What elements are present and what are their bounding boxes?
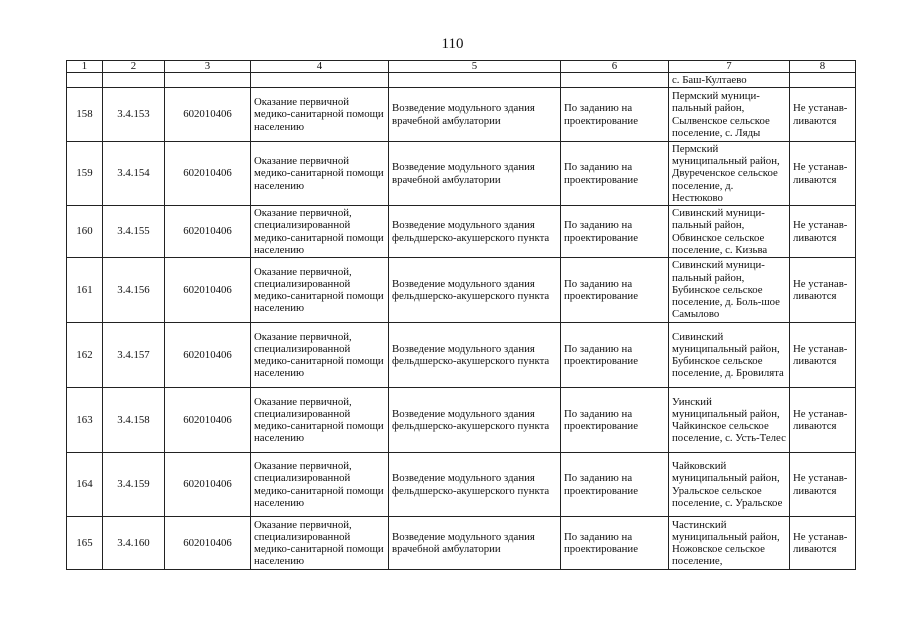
row-number: 165 [67,517,103,570]
table-row [67,88,856,142]
object-cell: Возведение модульного здания фельдшерско-акушерского пункта [389,388,561,453]
continued-row [67,73,856,88]
note-cell: Не устанав-ливаются [790,453,856,517]
location-cell: Уинский муниципальный район, Чайкинское сельское поселение, с. Усть-Телес [669,388,790,453]
document-cell: По заданию на проектирование [561,453,669,517]
object-cell: Возведение модульного здания фельдшерско-акушерского пункта [389,206,561,258]
location-cell: Сивинский муниципальный район, Бубинское сельское поселение, д. Бровилята [669,323,790,388]
budget-code: 602010406 [165,142,251,206]
budget-code: 602010406 [165,323,251,388]
document-cell: По заданию на проектирование [561,258,669,323]
note-cell: Не устанав-ливаются [790,206,856,258]
budget-code: 602010406 [165,388,251,453]
document-cell: По заданию на проектирование [561,206,669,258]
item-code: 3.4.154 [103,142,165,206]
item-code: 3.4.159 [103,453,165,517]
document-cell: По заданию на проектирование [561,323,669,388]
object-cell: Возведение модульного здания фельдшерско-акушерского пункта [389,258,561,323]
table-row [67,388,856,453]
location-cell: Частинский муниципальный район, Ножовское сельское поселение, [669,517,790,570]
col-number: 8 [790,61,856,73]
note-cell: Не устанав-ливаются [790,388,856,453]
col-number: 5 [389,61,561,73]
location-cell: Пермский муници-пальный район, Сылвенское сельское поселение, с. Ляды [669,88,790,142]
page-number: 110 [441,36,464,52]
row-number: 160 [67,206,103,258]
purpose-cell: Оказание первичной медико-санитарной помощи населению [251,88,389,142]
row-number: 161 [67,258,103,323]
budget-code: 602010406 [165,206,251,258]
note-cell: Не устанав-ливаются [790,88,856,142]
row-number: 158 [67,88,103,142]
object-cell: Возведение модульного здания врачебной амбулатории [389,88,561,142]
row-number: 164 [67,453,103,517]
budget-code: 602010406 [165,453,251,517]
item-code: 3.4.153 [103,88,165,142]
purpose-cell: Оказание первичной, специализированной медико-санитарной помощи населению [251,206,389,258]
row-number: 163 [67,388,103,453]
purpose-cell: Оказание первичной, специализированной медико-санитарной помощи населению [251,517,389,570]
note-cell: Не устанав-ливаются [790,142,856,206]
purpose-cell: Оказание первичной, специализированной медико-санитарной помощи населению [251,388,389,453]
budget-code: 602010406 [165,517,251,570]
item-code: 3.4.157 [103,323,165,388]
purpose-cell: Оказание первичной, специализированной медико-санитарной помощи населению [251,323,389,388]
table-row [67,517,856,570]
col-number: 6 [561,61,669,73]
row-number: 162 [67,323,103,388]
table-row [67,258,856,323]
location-cell: с. Баш-Култаево [669,73,790,88]
document-cell: По заданию на проектирование [561,388,669,453]
location-cell: Сивинский муници-пальный район, Бубинское сельское поселение, д. Боль-шое Самылово [669,258,790,323]
item-code: 3.4.155 [103,206,165,258]
col-number: 7 [669,61,790,73]
note-cell: Не устанав-ливаются [790,517,856,570]
item-code: 3.4.156 [103,258,165,323]
object-cell: Возведение модульного здания фельдшерско-акушерского пункта [389,453,561,517]
col-number: 3 [165,61,251,73]
object-cell: Возведение модульного здания фельдшерско-акушерского пункта [389,323,561,388]
note-cell: Не устанав-ливаются [790,323,856,388]
object-cell: Возведение модульного здания врачебной амбулатории [389,142,561,206]
column-number-row [67,61,856,73]
item-code: 3.4.158 [103,388,165,453]
document-cell: По заданию на проектирование [561,88,669,142]
objects-table [66,60,856,570]
col-number: 4 [251,61,389,73]
note-cell: Не устанав-ливаются [790,258,856,323]
purpose-cell: Оказание первичной, специализированной медико-санитарной помощи населению [251,453,389,517]
object-cell: Возведение модульного здания врачебной амбулатории [389,517,561,570]
budget-code: 602010406 [165,258,251,323]
table-row [67,206,856,258]
row-number: 159 [67,142,103,206]
purpose-cell: Оказание первичной, специализированной медико-санитарной помощи населению [251,258,389,323]
budget-code: 602010406 [165,88,251,142]
location-cell: Пермский муниципальный район, Двуреченское сельское поселение, д. Нестюково [669,142,790,206]
col-number: 2 [103,61,165,73]
table-row [67,453,856,517]
table-row [67,142,856,206]
location-cell: Чайковский муниципальный район, Уральское сельское поселение, с. Уральское [669,453,790,517]
document-cell: По заданию на проектирование [561,142,669,206]
col-number: 1 [67,61,103,73]
document-cell: По заданию на проектирование [561,517,669,570]
table-row [67,323,856,388]
item-code: 3.4.160 [103,517,165,570]
location-cell: Сивинский муници-пальный район, Обвинское сельское поселение, с. Кизьва [669,206,790,258]
purpose-cell: Оказание первичной медико-санитарной помощи населению [251,142,389,206]
